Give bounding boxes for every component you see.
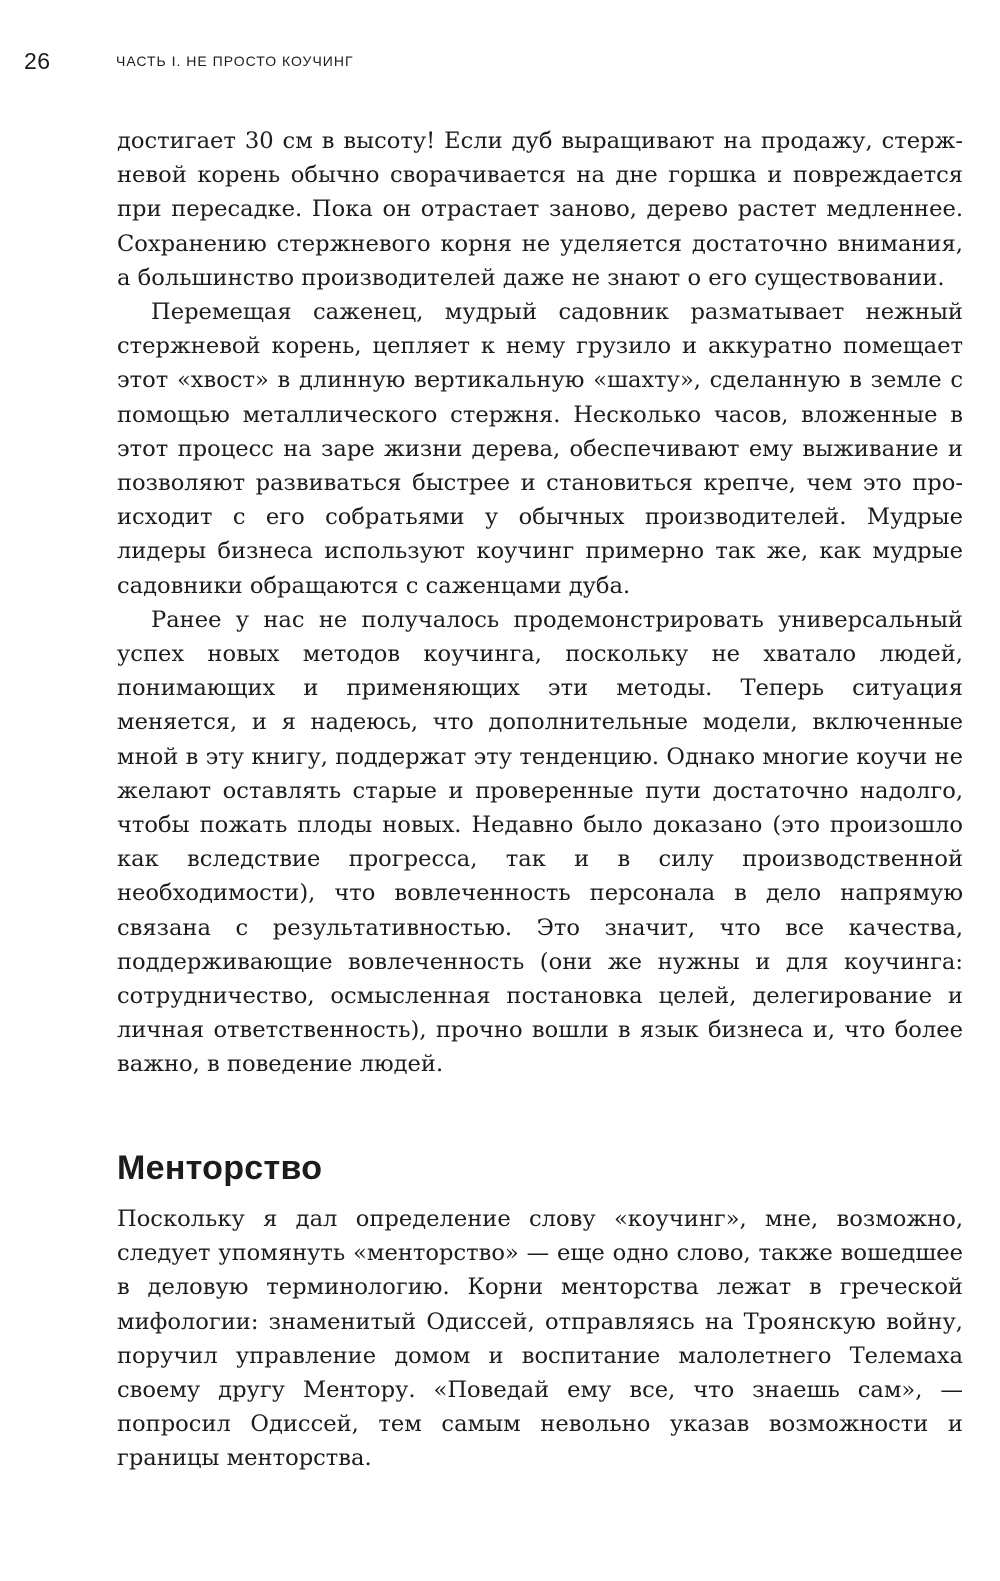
section-heading: Менторство [117,1149,323,1187]
page-header [24,44,354,78]
running-head: ЧАСТЬ I. НЕ ПРОСТО КОУЧИНГ [116,53,354,69]
section-text [117,1202,963,1476]
page-number: 26 [24,47,51,74]
paragraph: достигает 30 см в высоту! Если дуб выращивают на продажу, стержневой корень обычно сворачивается на дне горшка и повреждается при пересадке. Пока он отрастает заново, дерево растет медленнее. Сохранению стержневого корня не уделяется достаточно внимания, а большинство производителей даже не знают о его существовании. [117,128,963,291]
body-text [117,124,963,1082]
paragraph: Ранее у нас не получалось продемонстрировать универсальный успех новых методов коучинга, поскольку не хватало людей, понимающих и применяющих эти методы. Теперь ситуация меняется, и я надеюсь, что дополнительные модели, включенные мной в эту книгу, поддержат эту тенденцию. Однако многие коучи не желают оставлять старые и проверенные пути достаточно надолго, чтобы пожать плоды новых. Недавно было доказано (это произошло как вследствие прогресса, так и в силу производственной необходимости), что вовлеченность персонала в дело напрямую связана с результативностью. Это значит, что все качества, поддерживающие вовлеченность (они же нужны и для коучинга: сотрудничество, осмысленная постановка целей, делегирование и личная ответственность), прочно вошли в язык бизнеса и, что более важно, в поведение людей. [117,606,963,1078]
paragraph: Перемещая саженец, мудрый садовник разматывает нежный стержневой корень, цепляет к нему грузило и аккуратно помещает этот «хвост» в длинную вертикальную «шахту», сделанную в земле с помощью металлического стержня. Несколько часов, вложенные в этот процесс на заре жизни дерева, обеспечивают ему выживание и позволяют развиваться быстрее и становиться крепче, чем это происходит с его собратьями у обычных производителей. Мудрые лидеры бизнеса используют коучинг примерно так же, как мудрые садовники обращаются с саженцами дуба. [117,299,963,599]
paragraph: Поскольку я дал определение слову «коучинг», мне, возможно, следует упомянуть «менторство» — еще одно слово, также вошедшее в деловую терминологию. Корни менторства лежат в греческой мифологии: знаменитый Одиссей, отправляясь на Троянскую войну, поручил управление домом и воспитание малолетнего Телемаха своему другу Ментору. «Поведай ему все, что знаешь сам», — попросил Одиссей, тем самым невольно указав возможности и границы менторства. [117,1206,963,1472]
